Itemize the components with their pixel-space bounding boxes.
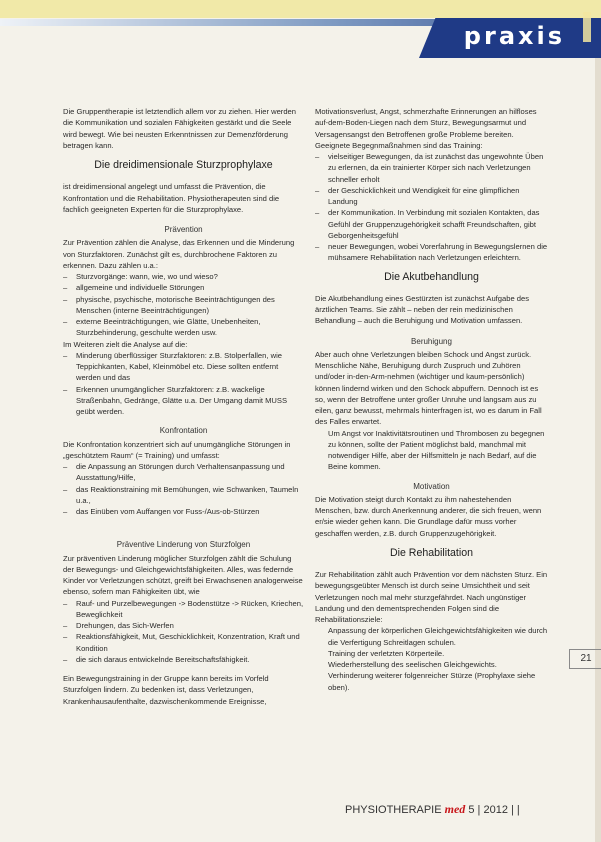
right-column — [315, 106, 548, 693]
reha-item: Verhinderung weiterer folgenreicher Stürze (Prophylaxe siehe oben). — [328, 671, 536, 692]
reha-item: Training der verletzten Körperteile. — [328, 648, 445, 658]
list-analyse — [63, 350, 304, 418]
list-training — [315, 151, 548, 264]
journal-brand: med — [444, 802, 466, 816]
heading-sturzprophylaxe: Die dreidimensionale Sturzprophylaxe — [94, 159, 273, 171]
list-praevention — [63, 271, 304, 339]
header-bar — [0, 0, 601, 18]
list-item: – Sturzvorgänge: wann, wie, wo und wieso? — [63, 271, 304, 282]
list-item: – die sich daraus entwickelnde Bereitschaftsfähigkeit. — [63, 654, 304, 665]
heading-beruhigung: Beruhigung — [411, 336, 452, 346]
heading-motivation: Motivation — [413, 481, 450, 491]
list-item: – das Einüben vom Auffangen vor Fuss-/Aus-ob-Stürzen — [63, 506, 304, 517]
list-item: – Minderung überflüssiger Sturzfaktoren: z.B. Stolperfallen, wie Teppichkanten, Kabel, Kleinmöbel etc. Diese sollten entfernt werden und das — [63, 350, 304, 384]
reha-item: Anpassung der körperlichen Gleichgewichtsfähigkeiten wie durch die Verfertigung Schreitlagen schulen. — [328, 626, 548, 647]
list-item: – allgemeine und individuelle Störungen — [63, 282, 304, 293]
issue-number: 5 | 2012 | | — [468, 804, 520, 816]
list-sturzfolgen — [63, 598, 304, 666]
list-item: – Rauf- und Purzelbewegungen -> Bodenstütze -> Rücken, Kriechen, Beweglichkeit — [63, 598, 304, 621]
list-item: – das Reaktionstraining mit Bemühungen, wie Schwanken, Taumeln u.a., — [63, 484, 304, 507]
heading-sturzfolgen: Präventive Linderung von Sturzfolgen — [116, 540, 251, 550]
list-item: – neuer Bewegungen, wobei Vorerfahrung in Bewegungslernen die mühsamere Rehabilitation nach Verletzungen erleichtern. — [315, 241, 548, 264]
intro-paragraph: Die Gruppentherapie ist letztendlich allem vor zu ziehen. Hier werden die Kommunikation und sozialen Fähigkeiten gestärkt und die Seele wird bewegt. Wie bei neusten Erkenntnissen zur Demenzförderung betragen kann. — [63, 107, 296, 150]
paragraph-gruppe: Ein Bewegungstraining in der Gruppe kann bereits im Vorfeld Sturzfolgen lindern. Zu bedenken ist, dass Verletzungen, Krankenhausaufenthalte, dazwischenkommende Ereignisse, — [63, 674, 269, 706]
list-item: – der Kommunikation. In Verbindung mit sozialen Kontakten, das Gefühl der Gruppenzugehörigkeit schafft Freundschaften, gibt Geborgenheitsgefühl — [315, 207, 548, 241]
journal-name: PHYSIOTHERAPIE — [345, 804, 442, 816]
footer — [345, 802, 520, 817]
heading-konfrontation: Konfrontation — [159, 426, 208, 436]
heading-praevention: Prävention — [164, 225, 203, 234]
header-accent-mark — [583, 12, 591, 42]
list-item: – physische, psychische, motorische Beeinträchtigungen des Menschen (interne Beeinträchtigungen) — [63, 294, 304, 317]
paragraph-motivation: Die Motivation steigt durch Kontakt zu ihm nahestehenden Menschen, bzw. durch Anerkennung anderer, die sich freuen, wenn er/sie wieder gehen kann. Die Grundlage dafür muss vorher geschaffen werden, z.B. durch Gruppenzugehörigkeit. — [315, 494, 542, 538]
list-item: – Reaktionsfähigkeit, Mut, Geschicklichkeit, Konzentration, Kraft und Kondition — [63, 631, 304, 654]
paragraph-angst: Um Angst vor Inaktivitätsroutinen und Thrombosen zu begegnen zu können, sollte der Patient möglichst bald, manchmal mit notwendiger Hilfe, aber der Hilfsmitteln je nach Bedarf, auf die Beine kommen. — [328, 428, 545, 472]
paragraph-analyse: Im Weiteren zielt die Analyse auf die: — [63, 339, 188, 349]
left-column — [63, 106, 304, 716]
reha-item: Wiederherstellung des seelischen Gleichgewichts. — [328, 660, 497, 669]
paragraph-konfrontation: Die Konfrontation konzentriert sich auf unumgängliche Störungen in „geschütztem Raum“ (= Training) und umfasst: — [63, 439, 291, 460]
list-item: – vielseitiger Bewegungen, da ist zunächst das ungewohnte Üben zu erlernen, da ein trainierter Körper sich nach Verletzungen schneller erholt — [315, 151, 548, 185]
paragraph-beruhigung: Aber auch ohne Verletzungen bleiben Schock und Angst zurück. Menschliche Nähe, Beruhigung durch Zuspruch und Zuhören und/oder in-den-Arm-nehmen (wichtiger und kaum-persönlich) können lindernd wirken und den Schock abpuffern. Dennoch ist es so, wenn der Betroffene unter großer Unruhe und langsam aus zu eilen, ganz bewusst, mehrmals hinterfragen ist, wo es darum in Fall des Falles erwartet. — [315, 349, 542, 427]
heading-rehabilitation: Die Rehabilitation — [389, 546, 474, 559]
list-item: – externe Beeinträchtigungen, wie Glätte, Unebenheiten, Sturzbehinderung, geschulte werden usw. — [63, 316, 304, 339]
page-edge — [595, 0, 601, 842]
paragraph-sturzprophylaxe: ist dreidimensional angelegt und umfasst die Prävention, die Konfrontation und die Rehabilitation. Physiotherapeuten sind die fachlich geeigneten Experten für die Sturzprophylaxe. — [63, 182, 280, 214]
paragraph-praevention: Zur Prävention zählen die Analyse, das Erkennen und die Minderung von Sturzfaktoren. Zunächst gilt es, durchbrochene Faktoren zu erkennen. Dazu zählen u.a.: — [63, 238, 295, 270]
heading-akutbehandlung: Die Akutbehandlung — [384, 270, 479, 283]
paragraph-sturzfolgen: Zur präventiven Linderung möglicher Sturzfolgen zählt die Schulung der Bewegungs- und Gleichgewichtsfähigkeiten. Alles, was federnde Kinder vor Verletzungen schützt, greift bei Erwachsenen analogerweise ebenso, sofern man Fähigkeiten übt, wie — [63, 553, 303, 597]
list-item: – die Anpassung an Störungen durch Verhaltensanpassung und Ausstattung/Hilfe, — [63, 461, 304, 484]
list-konfrontation — [63, 461, 304, 517]
paragraph-motivationsverlust: Motivationsverlust, Angst, schmerzhafte Erinnerungen an hilfloses auf-dem-Boden-Liegen nach dem Sturz, Bewegungsarmut und Versagensangst den Betroffenen große Probleme bereiten. Geeignete Begegnmaßnahmen sind das Training: — [315, 107, 537, 150]
paragraph-rehabilitation: Zur Rehabilitation zählt auch Prävention vor dem nächsten Sturz. Ein bewegungsgeübter Mensch ist durch seine Umsichtheit und seit Verletzungen noch mal mehr sturzgefährdet. Nach ungünstiger Landung und den dementsprechenden Folgen sind die Rehabilitationsziele: — [315, 570, 548, 624]
list-item: – Erkennen unumgänglicher Sturzfaktoren: z.B. wackelige Straßenbahn, Gedränge, Glätte u.a. Der Umgang damit MUSS geübt werden. — [63, 384, 304, 418]
section-title: praxis — [463, 22, 565, 50]
list-item: – der Geschicklichkeit und Wendigkeit für eine glimpflichen Landung — [315, 185, 548, 208]
paragraph-akutbehandlung: Die Akutbehandlung eines Gestürzten ist zunächst Aufgabe des ärztlichen Teams. Sie zählt – neben der rein medizinischen Behandlung – auch die Beruhigung und Motivation umfassen. — [315, 293, 530, 326]
page-number: 21 — [569, 649, 601, 669]
list-item: – Drehungen, das Sich-Werfen — [63, 620, 304, 631]
